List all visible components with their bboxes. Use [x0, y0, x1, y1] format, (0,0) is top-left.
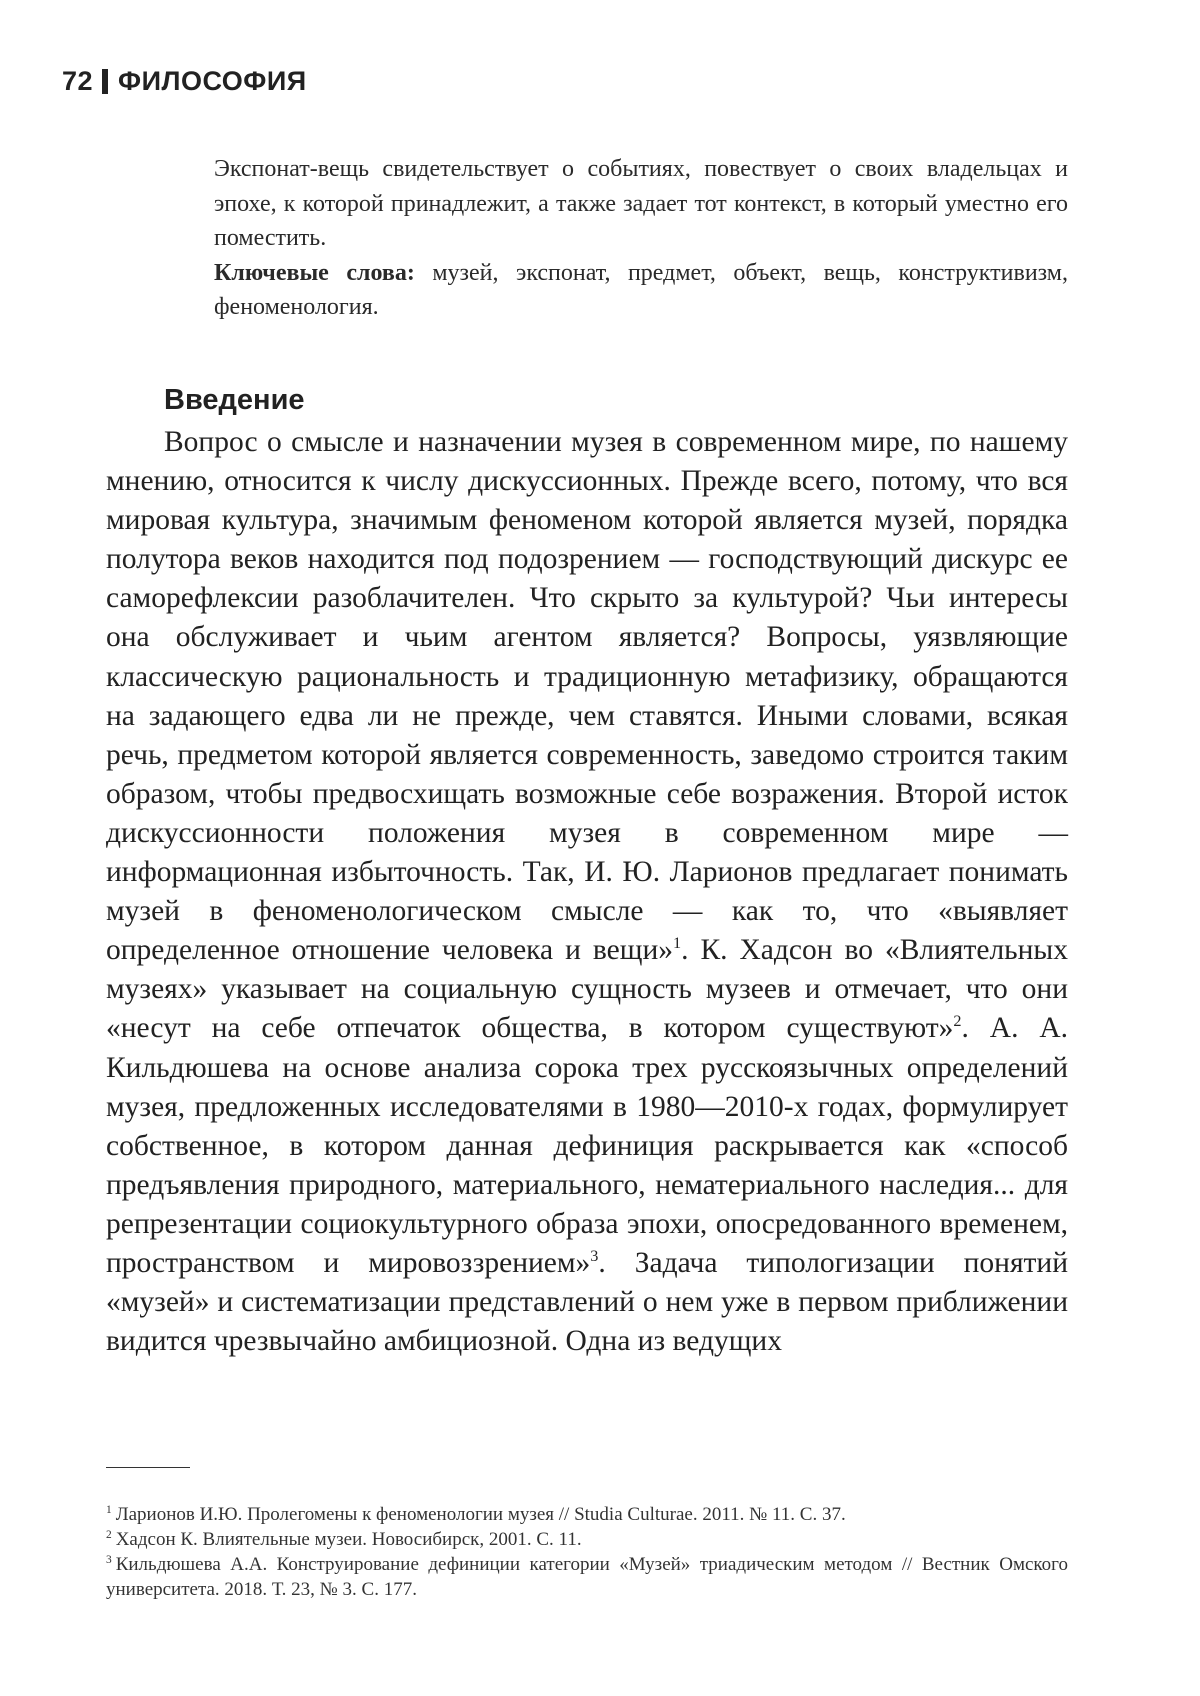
body-paragraph — [106, 423, 1068, 1361]
body-text-part-2: . К. Хадсон во «Влиятельных музеях» указывает на социальную сущность музеев и отмечает, что они «несут на себе отпечаток общества, в котором существуют» — [106, 934, 1068, 1045]
footnote-number: 2 — [106, 1528, 112, 1541]
keywords-list: музей, экспонат, предмет, объект, вещь, конструктивизм, феноменология. — [214, 259, 1068, 320]
body-text-part-3: . А. А. Кильдюшева на основе анализа сорока трех русскоязычных определений музея, предложенных исследователями в 1980—2010-х годах, формулирует собственное, в котором данная дефиниция раскрывается как «способ предъявления природного, материального, нематериального наследия... для репрезентации социокультурного образа эпохи, опосредованного временем, пространством и мировоззрением» — [106, 1012, 1069, 1279]
footnotes — [106, 1502, 1068, 1602]
running-header — [62, 66, 307, 97]
keywords-line — [214, 256, 1068, 325]
page-number: 72 — [62, 66, 94, 96]
footnote-3 — [106, 1552, 1068, 1602]
body-text-part-1: Вопрос о смысле и назначении музея в современном мире, по нашему мнению, относится к числу дискуссионных. Прежде всего, потому, что вся мировая культура, значимым феноменом которой является музей, порядка полутора веков находится под подозрением — господствующий дискурс ее саморефлексии разоблачителен. Что скрыто за культурой? Чьи интересы она обслуживает и чьим агентом является? Вопросы, уязвляющие классическую рациональность и традиционную метафизику, обращаются на задающего едва ли не прежде, чем ставятся. Иными словами, всякая речь, предметом которой является современность, заведомо строится таким образом, чтобы предвосхищать возможные себе возражения. Второй исток дискуссионности положения музея в современном мире — информационная избыточность. Так, И. Ю. Ларионов предлагает понимать музей в феноменологическом смысле — как то, что «выявляет определенное отношение человека и вещи» — [106, 426, 1068, 967]
footnote-ref-2[interactable]: 2 — [953, 1012, 962, 1031]
footnote-number: 3 — [106, 1553, 112, 1566]
abstract-text: Экспонат-вещь свидетельствует о событиях, повествует о своих владельцах и эпохе, к которой принадлежит, а также задает тот контекст, в который уместно его поместить. — [214, 156, 1068, 251]
section-heading: Введение — [164, 384, 305, 416]
footnote-text: Хадсон К. Влиятельные музеи. Новосибирск, 2001. С. 11. — [115, 1529, 582, 1550]
section-name: ФИЛОСОФИЯ — [118, 66, 307, 96]
footnote-2 — [106, 1527, 1068, 1552]
footnote-1 — [106, 1502, 1068, 1527]
body-text-part-4: . Задача типологизации понятий «музей» и систематизации представлений о нем уже в первом приближении видится чрезвычайно амбициозной. Одна из ведущих — [106, 1246, 1068, 1358]
footnote-text: Ларионов И.Ю. Пролегомены к феноменологии музея // Studia Culturae. 2011. № 11. С. 37. — [115, 1504, 846, 1525]
body-text — [106, 423, 1068, 1361]
footnote-number: 1 — [106, 1503, 112, 1516]
footnote-ref-3[interactable]: 3 — [590, 1247, 599, 1266]
footnote-text: Кильдюшева А.А. Конструирование дефиниции категории «Музей» триадическим методом // Вестник Омского университета. 2018. Т. 23, № 3. С. 177. — [106, 1554, 1068, 1600]
footnote-ref-1[interactable]: 1 — [673, 934, 682, 953]
abstract-block — [214, 152, 1068, 325]
keywords-label: Ключевые слова: — [214, 259, 415, 286]
footnote-divider — [106, 1467, 190, 1468]
header-separator-bar — [102, 69, 108, 94]
